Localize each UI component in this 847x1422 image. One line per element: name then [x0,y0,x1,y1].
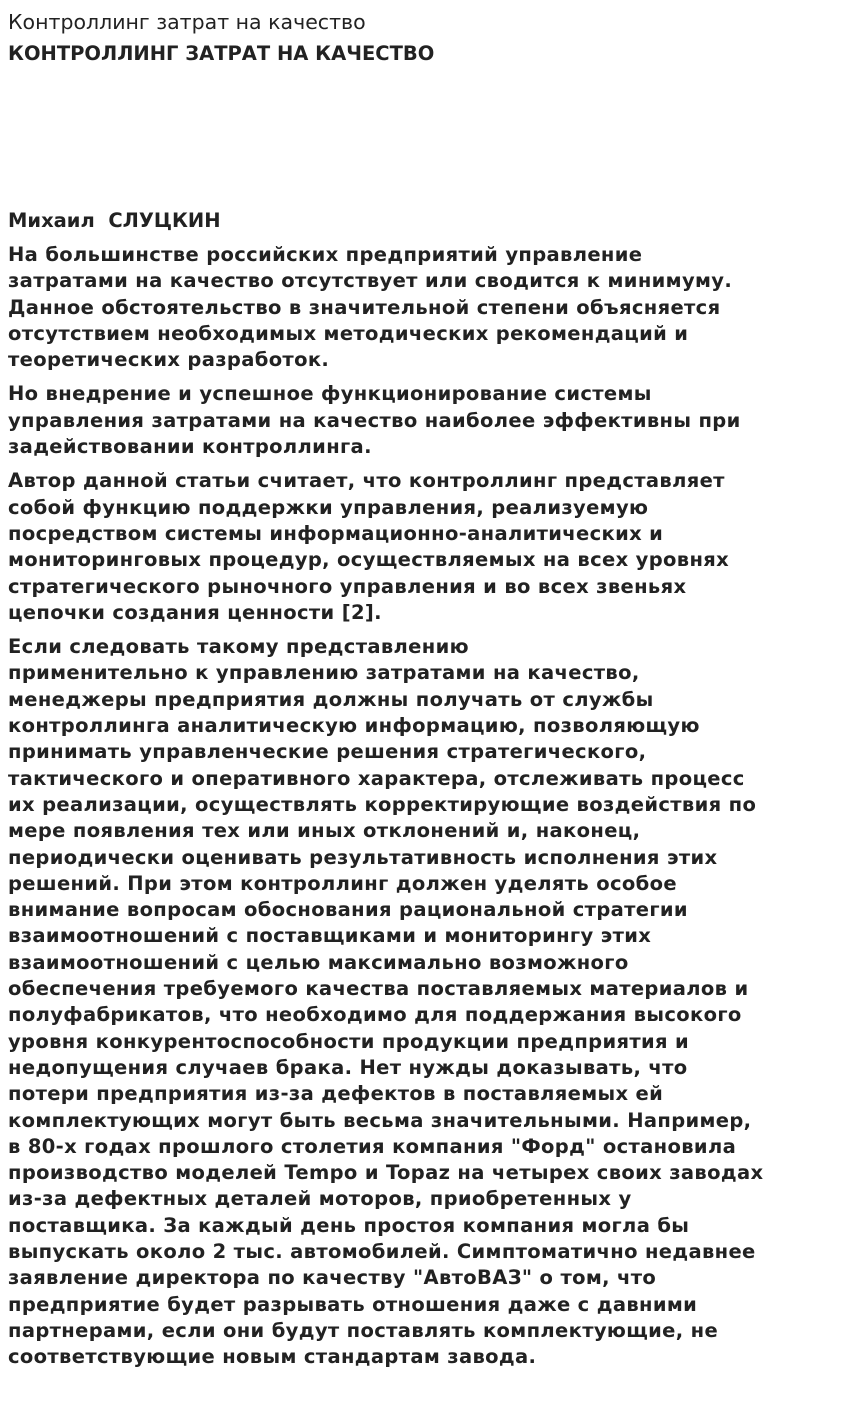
spacer [8,67,839,208]
article-heading: КОНТРОЛЛИНГ ЗАТРАТ НА КАЧЕСТВО [8,42,435,65]
paragraph-author-view: Автор данной статьи считает, что контроллинг представляет собой функцию поддержки управления, реализуемую посредством системы информационно-аналитических и мониторинговых процедур, осуществляемых на всех уровнях стратегического рыночного управления и во всех звеньях цепочки создания ценности [2]. [8,469,730,624]
paragraph-controlling: Но внедрение и успешное функционирование системы управления затратами на качество наиболее эффективны при задействовании контроллинга. [8,382,741,459]
document-title: Контроллинг затрат на качество [8,10,366,34]
author-name: Михаил СЛУЦКИН [8,209,221,232]
paragraph-intro: На большинстве российских предприятий управление затратами на качество отсутствует или сводится к минимуму. Данное обстоятельство в значительной степени объясняется отсутствием необходимых методических рекомендаций и теоретических разработок. [8,243,733,372]
paragraph-main: Если следовать такому представлению применительно к управлению затратами на качество, менеджеры предприятия должны получать от службы контроллинга аналитическую информацию, позволяющую принимать управленческие решения стратегического, тактического и оперативного характера, отслеживать процесс их реализации, осуществлять корректирующие воздействия по мере появления тех или иных отклонений и, наконец, периодически оценивать результативность исполнения этих решений. При этом контроллинг должен уделять особое внимание вопросам обоснования рациональной стратегии взаимоотношений с поставщиками и мониторингу этих взаимоотношений с целью максимально возможного обеспечения требуемого качества поставляемых материалов и полуфабрикатов, что необходимо для поддержания высокого уровня конкурентоспособности продукции предприятия и недопущения случаев брака. Нет нужды доказывать, что потери предприятия из-за дефектов в поставляемых ей комплектующих могут быть весьма значительными. Например, в 80-х годах прошлого столетия компания "Форд" остановила производство моделей Tempo и Topaz на четырех своих заводах из-за дефектных деталей моторов, приобретенных у поставщика. За каждый день простоя компания могла бы выпускать около 2 тыс. автомобилей. Симптоматично недавнее заявление директора по качеству "АвтоВАЗ" о том, что предприятие будет разрывать отношения даже с давними партнерами, если они будут поставлять комплектующие, не соответствующие новым стандартам завода. [8,635,764,1369]
